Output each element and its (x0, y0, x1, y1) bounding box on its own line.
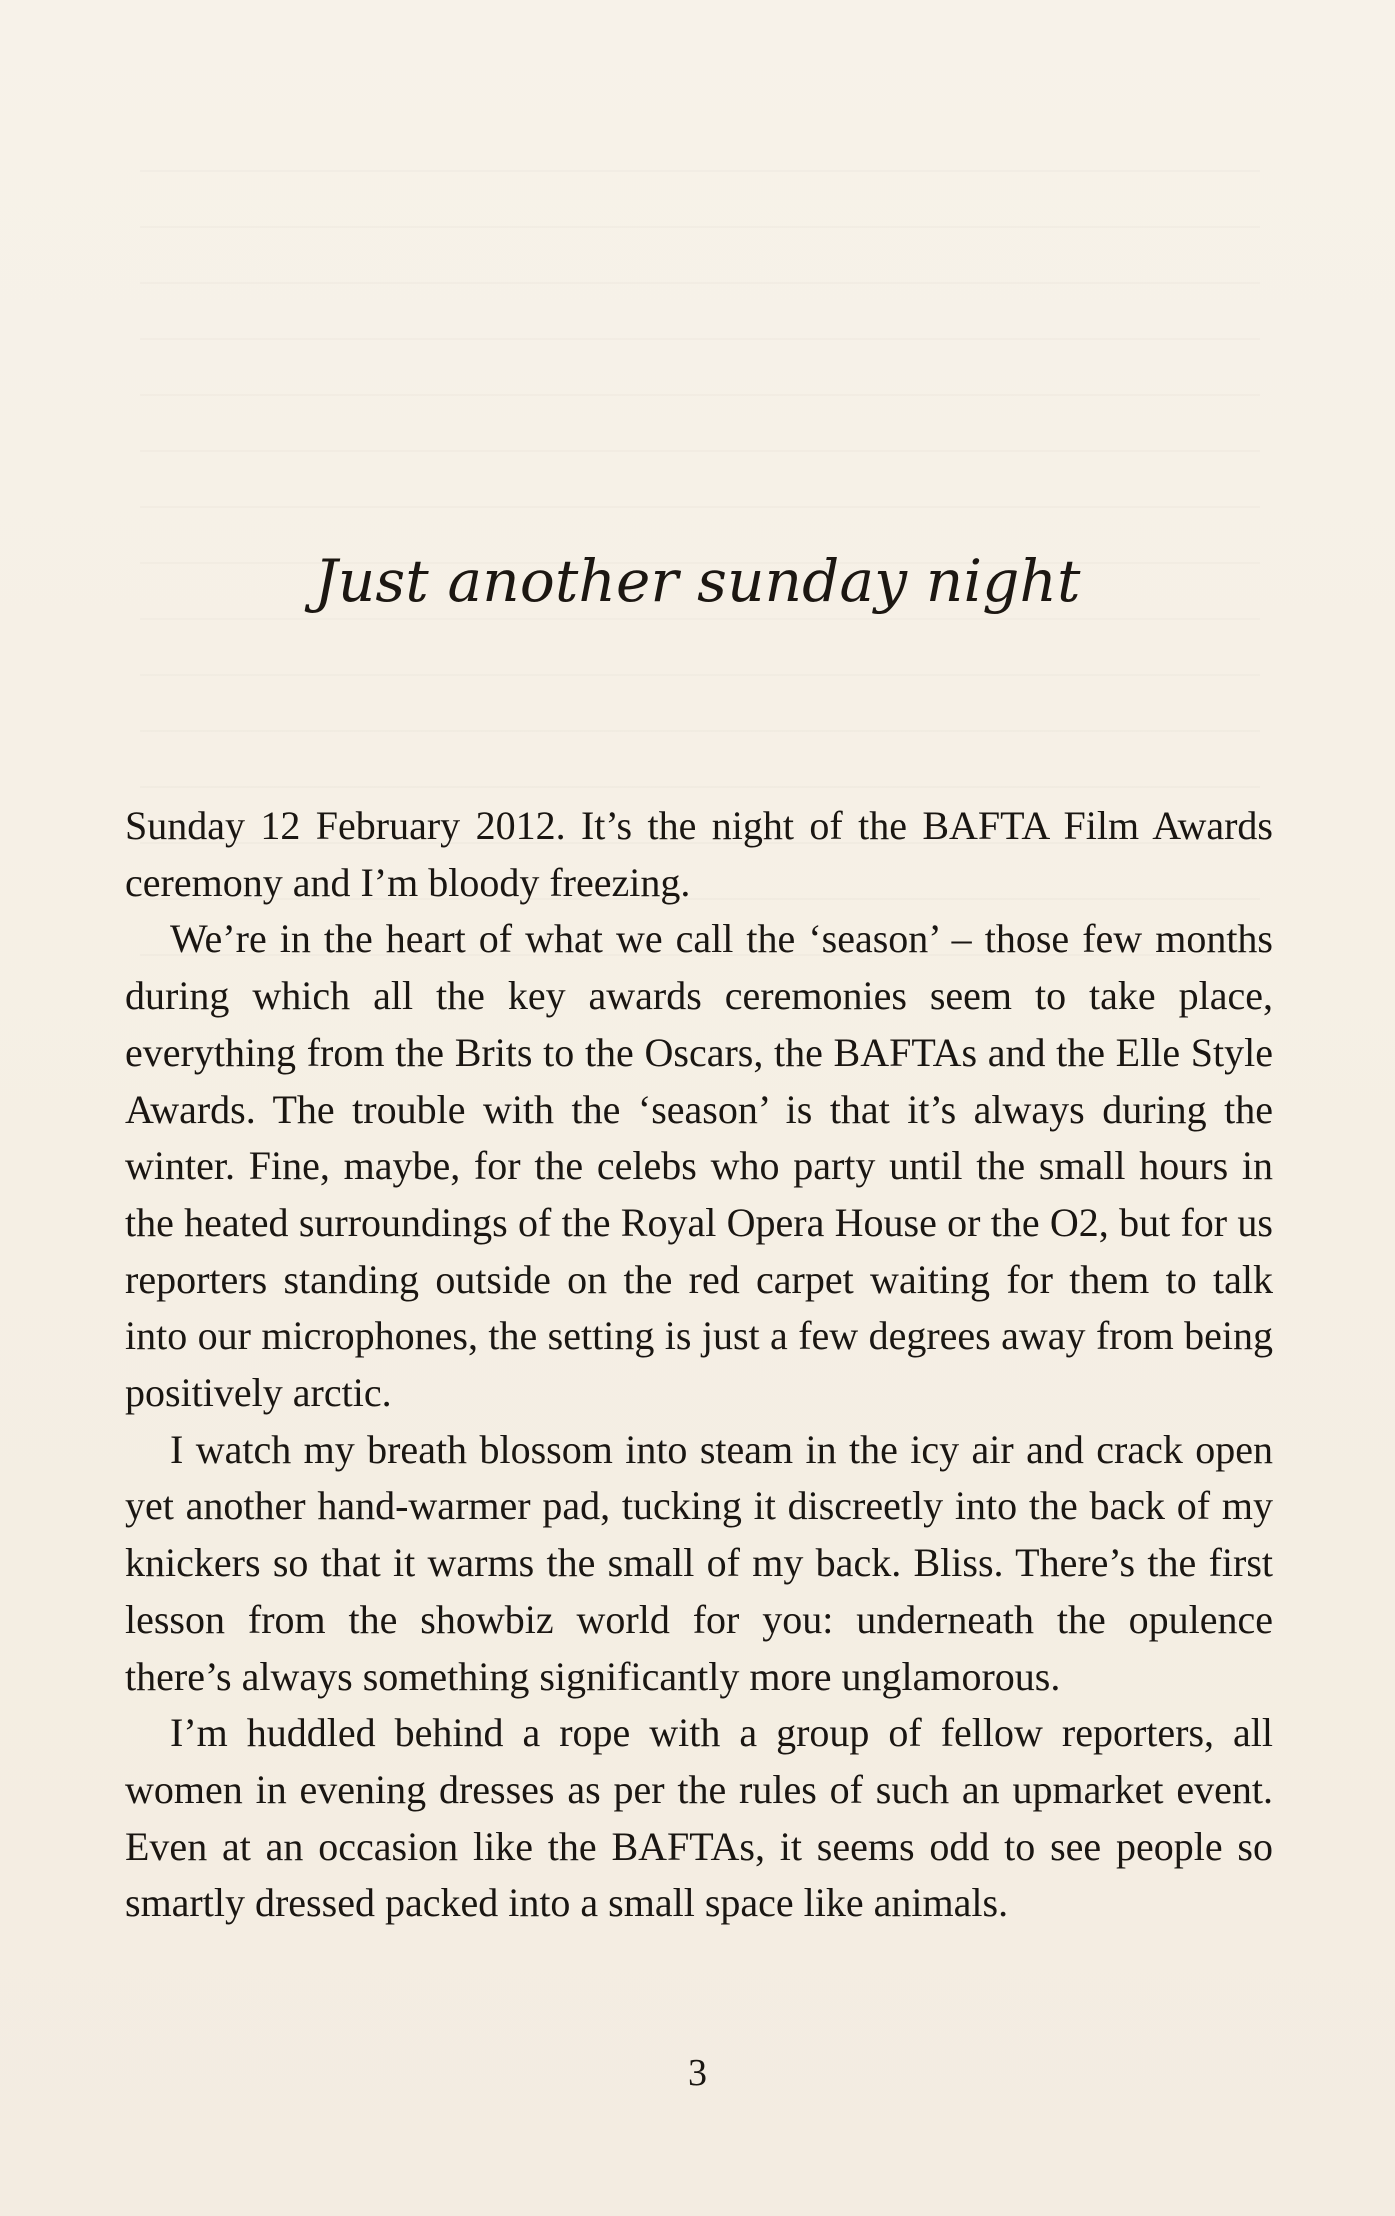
body-text (125, 798, 1273, 1932)
paragraph-1: Sunday 12 February 2012. It’s the night of the BAFTA Film Awards ceremony and I’m bloody freezing. (125, 803, 1273, 905)
paragraph-4: I’m huddled behind a rope with a group of fellow reporters, all women in evening dresses as per the rules of such an upmarket event. Even at an occasion like the BAFTAs, it seems odd to see people so smartly dressed packed into a small space like animals. (125, 1710, 1273, 1926)
paragraph-3: I watch my breath blossom into steam in the icy air and crack open yet another hand-warmer pad, tucking it discreetly into the back of my knickers so that it warms the small of my back. Bliss. There’s the first lesson from the showbiz world for you: underneath the opulence there’s always something significantly more unglamorous. (125, 1426, 1273, 1699)
paragraph-2: We’re in the heart of what we call the ‘season’ – those few months during which all the key awards ceremonies seem to take place, everything from the Brits to the Oscars, the BAFTAs and the Elle Style Awards. The trouble with the ‘season’ is that it’s always during the winter. Fine, maybe, for the celebs who party until the small hours in the heated surroundings of the Royal Opera House or the O2, but for us reporters standing outside on the red carpet waiting for them to talk into our microphones, the setting is just a few degrees away from being positively arctic. (125, 916, 1273, 1416)
chapter-title: Just another sunday night (314, 547, 1081, 615)
page-number: 3 (688, 2052, 707, 2094)
